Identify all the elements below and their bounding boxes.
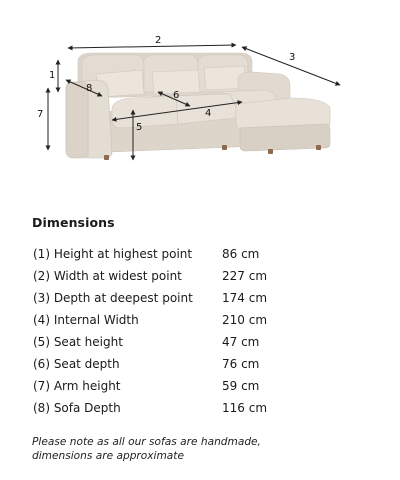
sofa-leg (222, 145, 227, 150)
dimension-label: (8) Sofa Depth (33, 401, 121, 415)
note-line-1: Please note as all our sofas are handmade, (32, 436, 261, 448)
dimension-label: (1) Height at highest point (33, 247, 193, 261)
dimension-value: 86 cm (222, 247, 260, 261)
callout-7: 7 (37, 109, 44, 120)
dimensions-list (32, 243, 332, 419)
sofa-illustration (66, 53, 330, 160)
dimension-row (32, 353, 332, 375)
handmade-note (32, 435, 372, 463)
sofa-leg (268, 149, 273, 154)
dimension-value: 227 cm (222, 269, 268, 283)
dimension-value: 47 cm (222, 335, 260, 349)
dimension-label: (7) Arm height (33, 379, 121, 393)
note-line-2: dimensions are approximate (32, 450, 184, 462)
callout-5: 5 (136, 122, 143, 133)
dimension-row (32, 287, 332, 309)
sofa-leg (104, 155, 109, 160)
sofa-leg (316, 145, 321, 150)
dimension-value: 76 cm (222, 357, 260, 371)
callout-4: 4 (205, 108, 212, 119)
dimension-label: (4) Internal Width (33, 313, 139, 327)
callout-1: 1 (49, 70, 56, 81)
dimension-row (32, 265, 332, 287)
sofa-dimension-diagram (0, 0, 400, 200)
dimension-row (32, 331, 332, 353)
dimension-line-width (68, 45, 236, 48)
dimension-label: (2) Width at widest point (33, 269, 182, 283)
dimension-value: 174 cm (222, 291, 268, 305)
dimension-label: (5) Seat height (33, 335, 123, 349)
dimension-value: 210 cm (222, 313, 268, 327)
dimension-value: 116 cm (222, 401, 268, 415)
dimension-row (32, 397, 332, 419)
left-arm-front (66, 82, 88, 158)
callout-8: 8 (86, 83, 93, 94)
dimension-value: 59 cm (222, 379, 260, 393)
dimensions-heading: Dimensions (32, 215, 115, 230)
dimension-row (32, 375, 332, 397)
dimension-row (32, 243, 332, 265)
callout-2: 2 (155, 35, 162, 46)
callout-3: 3 (289, 52, 296, 63)
dimension-label: (6) Seat depth (33, 357, 120, 371)
dimension-row (32, 309, 332, 331)
dimension-label: (3) Depth at deepest point (33, 291, 193, 305)
callout-6: 6 (173, 90, 180, 101)
